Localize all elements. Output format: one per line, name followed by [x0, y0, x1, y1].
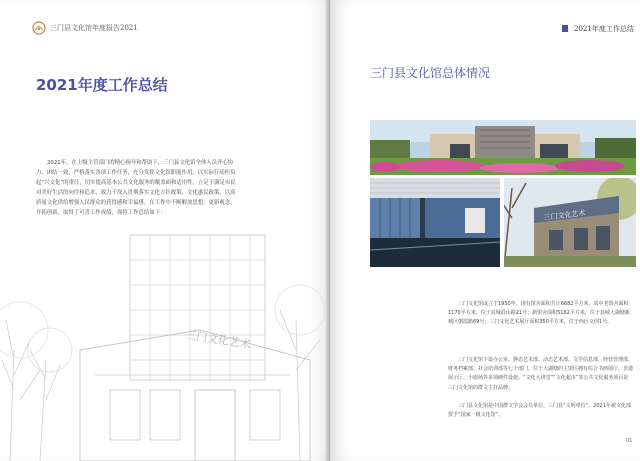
building-exterior-photo: [504, 178, 636, 267]
panorama-photo: [370, 120, 636, 175]
page-number: 01: [626, 438, 633, 444]
interior-hall-photo: [370, 178, 500, 267]
logo-icon: [32, 21, 46, 35]
page-title: 2021年度工作总结: [36, 76, 168, 94]
header-accent-bar: [562, 25, 568, 32]
building-sketch-illustration: [0, 200, 330, 461]
overview-paragraph-3: 三门县文化馆是中国群文学会会员单位、三门县“文明单位”，2021年被文化部授予“国家一级文化馆”。: [448, 403, 631, 419]
overview-paragraph-1: 三门文化馆成立于1950年，现有馆舍面积共计6682平方米，其中老馆舍面积1170平方米，位于县城沿山路21号；新馆舍面积5162平方米，位于县城大湖塘新城区朝霞路69号；三门文化艺术展厅面积350平方米，位于西区文创1号。: [448, 301, 630, 326]
section-title: 三门县文化馆总体情况: [370, 66, 491, 80]
report-header: 三门县文化馆年度报告2021: [50, 24, 138, 32]
sketch-sign-text: 三门文化艺术: [184, 328, 252, 352]
report-header-right: 2021年度工作总结: [574, 25, 634, 33]
right-page: [330, 0, 640, 461]
building-sign-text: 三门文化艺术: [543, 208, 586, 222]
summary-paragraph: 2021年，在上级主管部门的精心指导和帮助下，三门县文化馆全体人员齐心协力、团结一致，严格落实各项工作任务，充分发挥文化馆职能作用，以实际行动担负起“兴文化”的重任，切实提高基本公共文化服务的覆盖面和适用性，立足于满足市民对美好生活的向往和追求，致力于深入贯彻落实文化方针政策、文化惠民政策，以高质量文化供给增强人民群众的获得感和幸福感，在工作中不断解放思想，更新观念，开拓创新，取得了可喜工作成绩，现将工作总结如下：: [36, 160, 236, 216]
overview-paragraph-2: 三门文化馆下设办公室、静态艺术部、动态艺术部、文学信息部、经营管理部、财务档案部、社会培训部等七个部门，位于大湖塘的主馆区拥有综合书画展厅、非遗展示厅、小剧场等多项硬件设施。“文化大讲堂”“文化超市”等公共文化服务项目是三门文化馆的群文主打品牌。: [448, 357, 634, 391]
